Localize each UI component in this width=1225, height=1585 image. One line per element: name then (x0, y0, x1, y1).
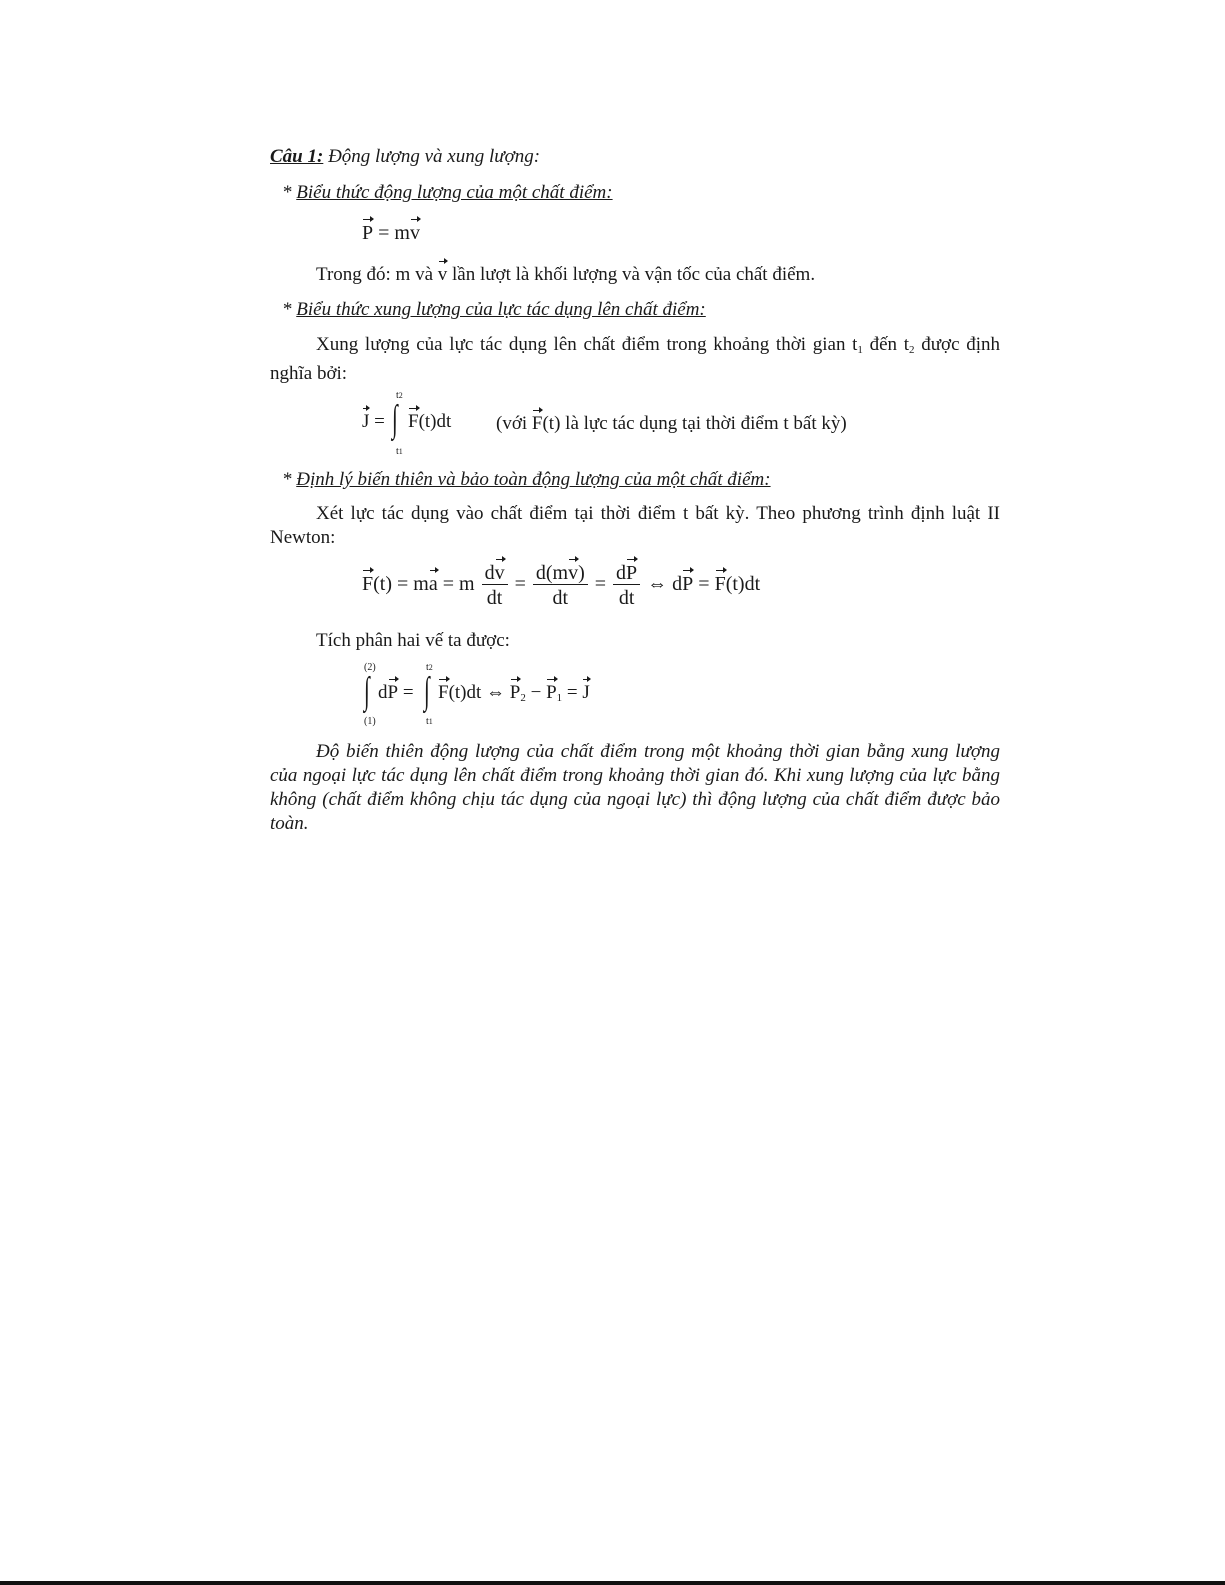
int2-upper-sub: 2 (428, 663, 433, 672)
page-bottom-border (0, 1581, 1225, 1585)
upper-limit: t (396, 390, 399, 401)
para-text: Xung lượng của lực tác dụng lên chất điểm trong khoảng thời gian t (316, 334, 858, 355)
int1-eq: = (398, 682, 414, 703)
integral-sign-1: ∫ (364, 670, 370, 712)
frac3-d: d (616, 562, 627, 584)
lower-limit-sub: 1 (398, 447, 403, 456)
section2-paragraph (270, 333, 1000, 386)
para-mid: đến t (862, 334, 910, 355)
int2-F-args: (t)dt (448, 682, 482, 703)
fraction-dv-dt: $\frac{dv}{dt}$ (482, 562, 508, 609)
newton-eq2: = (514, 573, 526, 596)
note-open: (với (496, 413, 528, 434)
frac3-P: P (626, 562, 638, 584)
note-vector-F: F (531, 413, 543, 434)
P1-sub: 1 (556, 692, 563, 704)
page-heading (270, 146, 540, 168)
vector-v: v (409, 222, 420, 244)
vector-a: a (428, 573, 438, 596)
F-args: (t)dt (418, 411, 452, 432)
section3-paragraph: Xét lực tác dụng vào chất điểm tại thời điểm t bất kỳ. Theo phương trình định luật II Newton: (270, 503, 1000, 548)
conclusion-paragraph: Độ biến thiên động lượng của chất điểm trong một khoảng thời gian bằng xung lượng của ngoại lực tác dụng lên chất điểm trong khoảng thời gian đó. Khi xung lượng của lực bằng không (chất điểm không chịu tác dụng của ngoại lực) thì động lượng của chất điểm được bảo toàn. (270, 741, 1000, 834)
newton-F-args: (t) = m (373, 573, 429, 596)
newton-iff: ⇔ d (647, 573, 683, 596)
frac2-post: ) (578, 562, 585, 584)
note-rest: là lực tác dụng tại thời điểm t bất kỳ) (565, 413, 847, 434)
newton-eq3: = (594, 573, 607, 596)
frac2-den: dt (552, 587, 569, 609)
heading-prefix: Câu 1: (270, 146, 324, 167)
impulse-note (496, 413, 847, 435)
fraction-dP-dt (613, 562, 640, 609)
section3-title-text: Định lý biến thiên và bảo toàn động lượng của một chất điểm: (296, 469, 771, 490)
frac2-pre: d(m (535, 562, 569, 584)
integral-formula (362, 662, 662, 730)
para-end: được định nghĩa bởi: (270, 334, 1000, 384)
impulse-formula (362, 390, 502, 460)
frac2-v: v (568, 562, 579, 584)
int1-P: P (387, 682, 399, 703)
integral-sign: ∫ (392, 398, 398, 440)
int2-lower: t (426, 716, 429, 727)
int-vector-J: J (582, 682, 590, 703)
int2-F: F (438, 682, 449, 703)
int1-d: d (378, 682, 388, 703)
upper-limit-sub: 2 (398, 391, 403, 400)
section1-title: * Biểu thức động lượng của một chất điểm: (282, 182, 613, 203)
newton-formula (362, 562, 760, 609)
note-args: (t) (542, 413, 561, 434)
section2-title-text: Biểu thức xung lượng của lực tác dụng lên chất điểm: (296, 299, 706, 320)
newton-F2-args: (t)dt (725, 573, 761, 596)
integral-sign-2: ∫ (424, 670, 430, 712)
section1-title-text: Biểu thức động lượng của một chất điểm: (296, 182, 613, 203)
para-sub2: 2 (909, 344, 915, 356)
vector-P1: P (546, 682, 557, 703)
section2-title: * Biểu thức xung lượng của lực tác dụng lên chất điểm: (282, 299, 706, 320)
newton-vector-P: P (682, 573, 694, 596)
int-eq2: = (562, 682, 583, 703)
newton-vector-F2: F (714, 573, 726, 596)
vector-P: P (362, 222, 374, 244)
momentum-formula (362, 222, 420, 245)
integrate-label: Tích phân hai vế ta được: (316, 630, 510, 651)
int1-upper: (2) (364, 662, 376, 673)
vector-P2: P (509, 682, 521, 703)
frac1-den: dt (486, 587, 503, 609)
int2-upper: t (426, 662, 429, 673)
section1-explain (316, 264, 815, 286)
int2-lower-sub: 1 (428, 717, 433, 726)
section3-title: * Định lý biến thiên và bảo toàn động lượng của một chất điểm: (282, 469, 771, 490)
newton-vector-F: F (362, 573, 374, 596)
explain-rest: lần lượt là khối lượng và vận tốc của chất điểm. (452, 264, 816, 285)
fraction-dmv-dt (533, 562, 588, 609)
int-minus: − (525, 682, 547, 703)
int1-lower: (1) (364, 716, 376, 727)
P2-sub: 2 (520, 692, 526, 704)
impulse-eq: = (374, 411, 385, 432)
heading-title: Động lượng và xung lượng: (328, 146, 541, 167)
vector-F: F (408, 411, 419, 432)
vector-J: J (362, 411, 370, 432)
explain-start: Trong đó: m và (316, 264, 434, 285)
frac1-v: v (494, 562, 505, 584)
para-sub1: 1 (857, 344, 863, 356)
frac3-den: dt (618, 587, 635, 609)
explain-vector-v: v (437, 264, 448, 285)
newton-eq4: = (693, 573, 715, 596)
lower-limit: t (396, 446, 399, 457)
formula-rhs: = m (378, 222, 410, 244)
newton-eq1: = m (437, 573, 475, 596)
int-iff: ⇔ (481, 682, 510, 703)
